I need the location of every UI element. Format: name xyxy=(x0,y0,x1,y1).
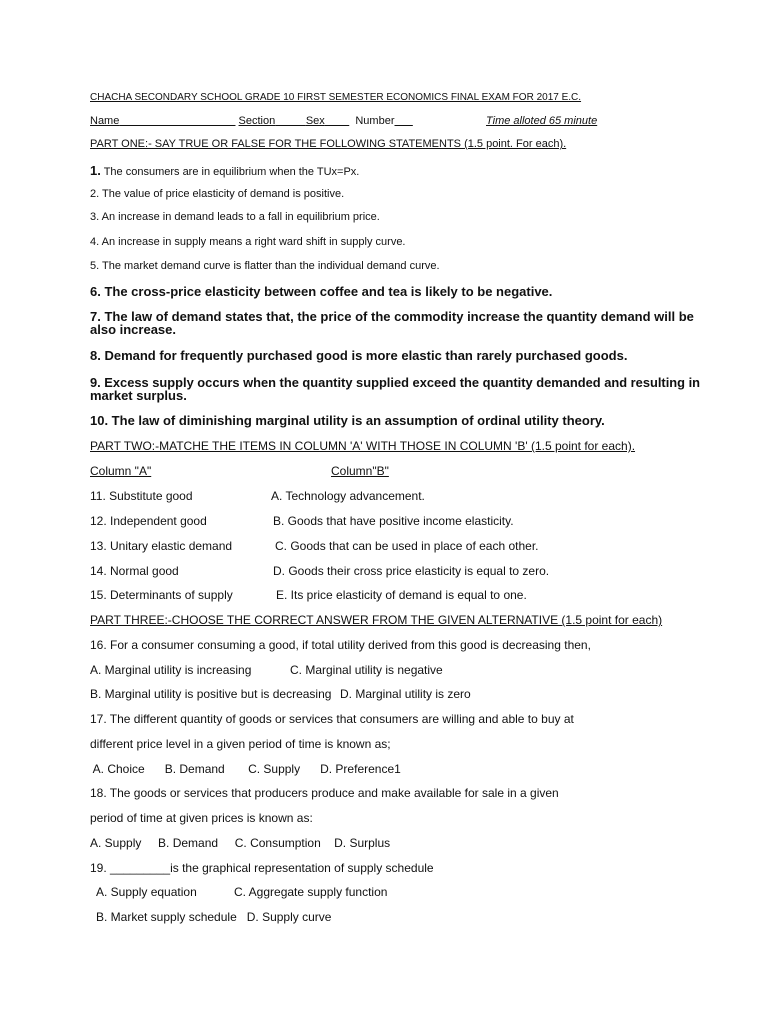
question-1 xyxy=(90,163,359,178)
question-2: 2. The value of price elasticity of demand is positive. xyxy=(90,188,345,200)
question-9-line-2: market surplus. xyxy=(90,388,187,403)
column-b-header: Column"B" xyxy=(331,464,389,478)
question-18-line-1: 18. The goods or services that producers produce and make available for sale in a given xyxy=(90,786,559,800)
name-blank[interactable] xyxy=(119,115,235,127)
question-8: 8. Demand for frequently purchased good is more elastic than rarely purchased goods. xyxy=(90,348,628,363)
question-17-line-2: different price level in a given period of time is known as; xyxy=(90,737,391,751)
match-a-15: 15. Determinants of supply xyxy=(90,588,233,602)
question-10: 10. The law of diminishing marginal utility is an assumption of ordinal utility theory. xyxy=(90,413,605,428)
question-17-line-1: 17. The different quantity of goods or services that consumers are willing and able to buy at xyxy=(90,712,574,726)
match-a-12: 12. Independent good xyxy=(90,514,207,528)
question-4: 4. An increase in supply means a right ward shift in supply curve. xyxy=(90,236,406,248)
question-7-line-2: also increase. xyxy=(90,322,176,337)
student-info-line xyxy=(90,115,413,127)
question-18-options: A. Supply B. Demand C. Consumption D. Surplus xyxy=(90,836,391,850)
question-17-options: A. Choice B. Demand C. Supply D. Preference1 xyxy=(90,762,401,776)
match-a-14: 14. Normal good xyxy=(90,564,179,578)
question-3: 3. An increase in demand leads to a fall in equilibrium price. xyxy=(90,211,380,223)
number-label: Number xyxy=(355,115,395,127)
match-b-e: E. Its price elasticity of demand is equal to one. xyxy=(276,588,527,602)
section-blank[interactable] xyxy=(275,115,306,127)
match-b-c: C. Goods that can be used in place of each other. xyxy=(275,539,539,553)
question-19: 19. _________is the graphical representation of supply schedule xyxy=(90,861,434,875)
question-16-option-c: C. Marginal utility is negative xyxy=(290,663,443,677)
question-16-option-a: A. Marginal utility is increasing xyxy=(90,663,252,677)
time-allotted: Time alloted 65 minute xyxy=(486,115,598,127)
match-b-d: D. Goods their cross price elasticity is equal to zero. xyxy=(273,564,550,578)
exam-title: CHACHA SECONDARY SCHOOL GRADE 10 FIRST SEMESTER ECONOMICS FINAL EXAM FOR 2017 E.C. xyxy=(90,92,582,103)
question-16-option-b: B. Marginal utility is positive but is decreasing xyxy=(90,687,332,701)
question-18-line-2: period of time at given prices is known as: xyxy=(90,811,313,825)
question-5: 5. The market demand curve is flatter than the individual demand curve. xyxy=(90,260,440,272)
column-a-header: Column "A" xyxy=(90,464,152,478)
sex-label: Sex xyxy=(305,115,325,127)
sex-blank[interactable] xyxy=(325,115,349,127)
match-b-b: B. Goods that have positive income elasticity. xyxy=(273,514,514,528)
match-a-13: 13. Unitary elastic demand xyxy=(90,539,233,553)
name-label: Name xyxy=(90,115,120,127)
section-label: Section xyxy=(238,115,276,127)
match-b-a: A. Technology advancement. xyxy=(271,489,425,503)
question-1-number: 1. xyxy=(90,163,101,178)
number-blank[interactable] xyxy=(394,115,412,127)
question-9-line-1: 9. Excess supply occurs when the quantity supplied exceed the quantity demanded and resulting in xyxy=(90,375,701,390)
question-19-options-b-d: B. Market supply schedule D. Supply curve xyxy=(96,910,332,924)
question-19-option-a: A. Supply equation xyxy=(96,885,197,899)
question-6: 6. The cross-price elasticity between coffee and tea is likely to be negative. xyxy=(90,284,553,299)
question-7-line-1: 7. The law of demand states that, the price of the commodity increase the quantity demand will be xyxy=(90,309,694,324)
question-1-text: The consumers are in equilibrium when the TUx=Px. xyxy=(100,166,360,178)
part-two-heading: PART TWO:-MATCHE THE ITEMS IN COLUMN 'A' WITH THOSE IN COLUMN 'B' (1.5 point for each). xyxy=(90,439,636,453)
question-19-option-c: C. Aggregate supply function xyxy=(234,885,388,899)
part-one-heading: PART ONE:- SAY TRUE OR FALSE FOR THE FOLLOWING STATEMENTS (1.5 point. For each). xyxy=(90,138,567,150)
question-16-option-d: D. Marginal utility is zero xyxy=(340,687,471,701)
match-a-11: 11. Substitute good xyxy=(90,489,193,503)
part-three-heading: PART THREE:-CHOOSE THE CORRECT ANSWER FROM THE GIVEN ALTERNATIVE (1.5 point for each) xyxy=(90,613,663,627)
question-16: 16. For a consumer consuming a good, if total utility derived from this good is decreasing then, xyxy=(90,638,591,652)
